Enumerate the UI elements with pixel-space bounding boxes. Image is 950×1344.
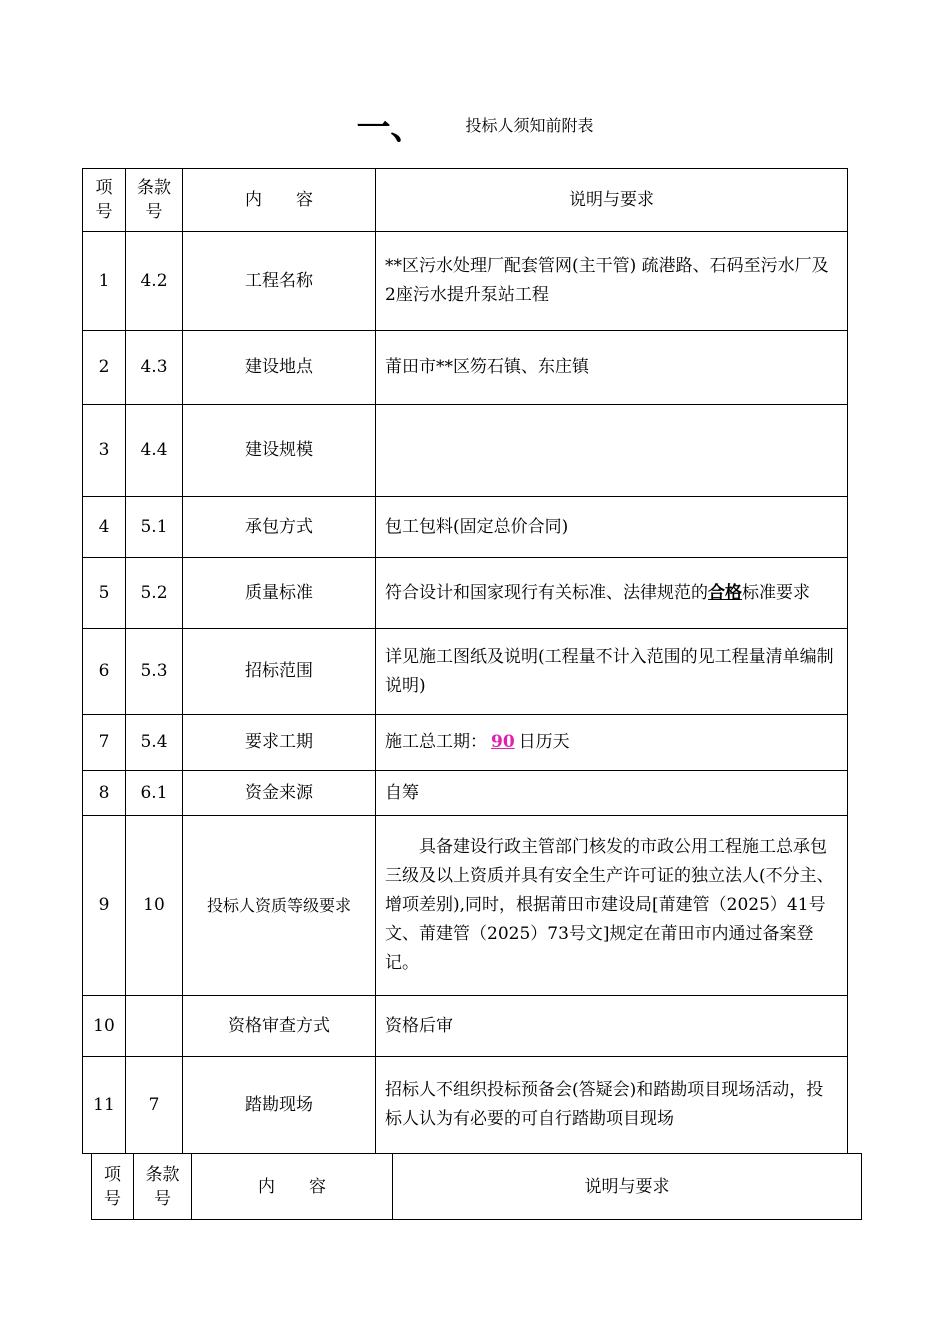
row-desc: 施工总工期： 90 日历天 (376, 715, 848, 771)
table-row (83, 1057, 848, 1154)
row-no: 7 (83, 715, 126, 771)
header-clause-no: 条款号 (134, 1154, 192, 1220)
header-content: 内 容 (183, 169, 376, 232)
continuation-header-table (91, 1153, 862, 1220)
row-no: 2 (83, 331, 126, 405)
row-desc: 自筹 (376, 771, 848, 816)
row-no: 1 (83, 232, 126, 331)
table-header-row (92, 1154, 862, 1220)
row-item: 承包方式 (183, 497, 376, 558)
table-row (83, 558, 848, 629)
row-desc: 详见施工图纸及说明(工程量不计入范围的见工程量清单编制说明) (376, 629, 848, 715)
row-desc (376, 405, 848, 497)
table-row (83, 996, 848, 1057)
tender-info-table (82, 168, 848, 1154)
row-no: 10 (83, 996, 126, 1057)
title-number: 一、 (356, 108, 425, 148)
duration-value: 90 (491, 732, 515, 752)
row-desc: 招标人不组织投标预备会(答疑会)和踏勘项目现场活动，投标人认为有必要的可自行踏勘项目现场 (376, 1057, 848, 1154)
row-no: 3 (83, 405, 126, 497)
row-clause: 6.1 (126, 771, 183, 816)
row-no: 11 (83, 1057, 126, 1154)
row-clause: 5.3 (126, 629, 183, 715)
row-no: 9 (83, 816, 126, 996)
row-desc: 具备建设行政主管部门核发的市政公用工程施工总承包三级及以上资质并具有安全生产许可证的独立法人(不分主、增项差别),同时，根据莆田市建设局[莆建管（2025）41号文、莆建管（2025）73号文]规定在莆田市内通过备案登记。 (376, 816, 848, 996)
table-row (83, 629, 848, 715)
table-row (83, 816, 848, 996)
row-no: 8 (83, 771, 126, 816)
page-title (0, 100, 950, 149)
table-row (83, 497, 848, 558)
table-header-row (83, 169, 848, 232)
header-item-no: 项号 (83, 169, 126, 232)
table-row (83, 771, 848, 816)
header-description: 说明与要求 (393, 1154, 862, 1220)
row-clause: 5.1 (126, 497, 183, 558)
row-item: 资金来源 (183, 771, 376, 816)
title-text: 投标人须知前附表 (465, 116, 594, 135)
table-row (83, 715, 848, 771)
row-no: 4 (83, 497, 126, 558)
row-item: 质量标准 (183, 558, 376, 629)
header-item-no: 项号 (92, 1154, 134, 1220)
row-desc: **区污水处理厂配套管网(主干管) 疏港路、石码至污水厂及2座污水提升泵站工程 (376, 232, 848, 331)
row-clause: 10 (126, 816, 183, 996)
row-item: 投标人资质等级要求 (183, 816, 376, 996)
header-clause-no: 条款号 (126, 169, 183, 232)
header-description: 说明与要求 (376, 169, 848, 232)
row-item: 要求工期 (183, 715, 376, 771)
table-row (83, 405, 848, 497)
row-desc: 符合设计和国家现行有关标准、法律规范的合格标准要求 (376, 558, 848, 629)
table-row (83, 232, 848, 331)
row-item: 建设地点 (183, 331, 376, 405)
row-desc: 包工包料(固定总价合同) (376, 497, 848, 558)
row-clause: 5.4 (126, 715, 183, 771)
row-item: 踏勘现场 (183, 1057, 376, 1154)
row-no: 6 (83, 629, 126, 715)
row-item: 资格审查方式 (183, 996, 376, 1057)
row-desc: 莆田市**区笏石镇、东庄镇 (376, 331, 848, 405)
row-item: 工程名称 (183, 232, 376, 331)
row-clause: 5.2 (126, 558, 183, 629)
row-item: 招标范围 (183, 629, 376, 715)
row-desc: 资格后审 (376, 996, 848, 1057)
table-row (83, 331, 848, 405)
row-clause: 4.2 (126, 232, 183, 331)
row-item: 建设规模 (183, 405, 376, 497)
header-content: 内 容 (192, 1154, 393, 1220)
row-clause: 4.3 (126, 331, 183, 405)
row-clause: 4.4 (126, 405, 183, 497)
quality-grade: 合格 (708, 582, 742, 603)
row-no: 5 (83, 558, 126, 629)
row-clause (126, 996, 183, 1057)
row-clause: 7 (126, 1057, 183, 1154)
